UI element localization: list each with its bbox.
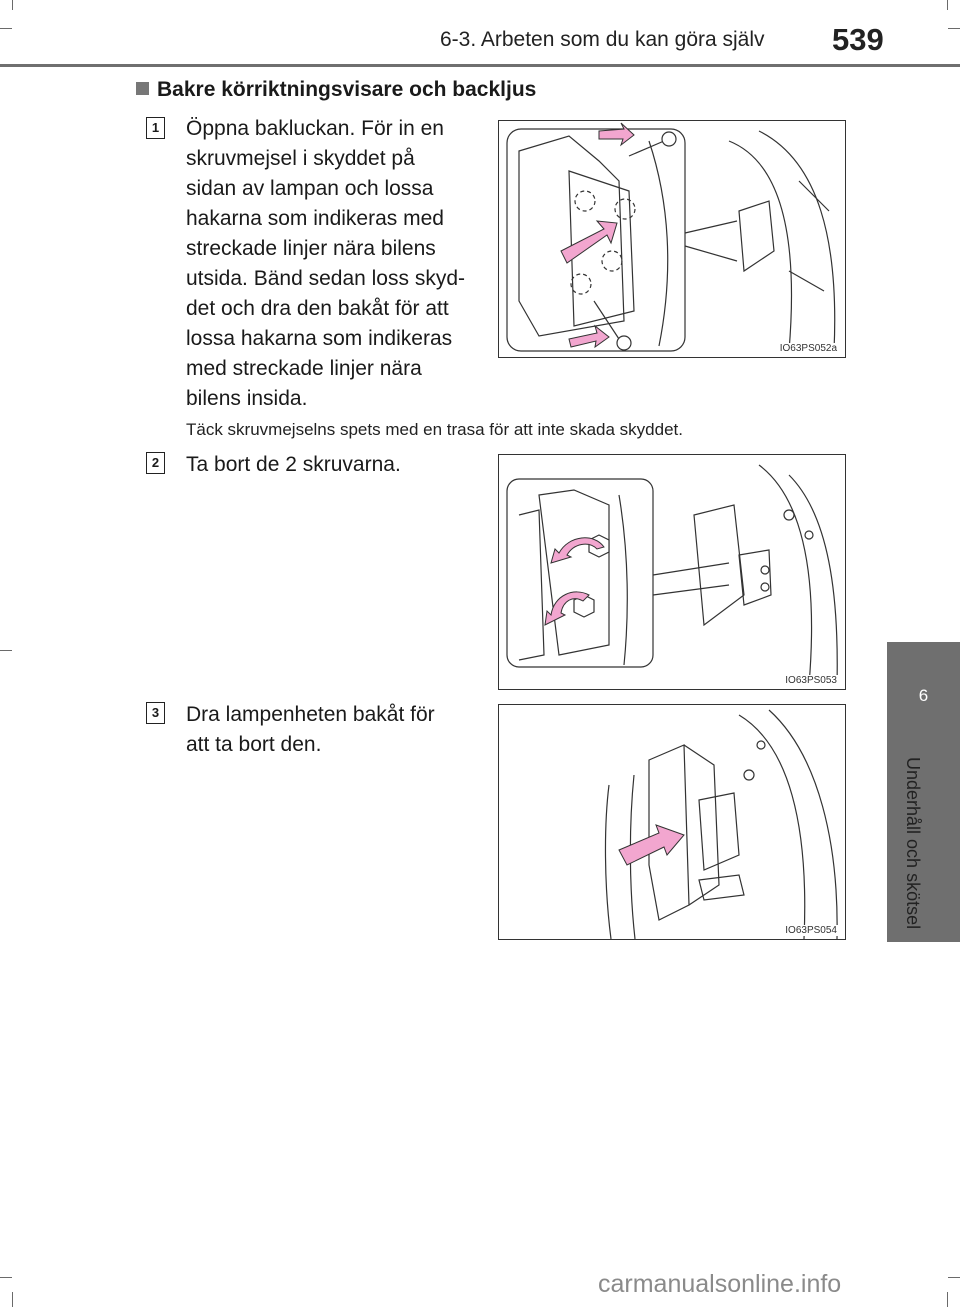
text-line: sidan av lampan och lossa [186, 177, 434, 200]
text-line: med streckade linjer nära [186, 357, 422, 380]
figure-3-illustration [499, 705, 845, 939]
figure-code: IO63PS053 [785, 675, 837, 686]
step-1-text [186, 114, 476, 414]
text-line: Öppna bakluckan. För in en [186, 117, 444, 140]
crop-mark [947, 0, 948, 10]
text-line: bilens insida. [186, 387, 308, 410]
text-line: hakarna som indikeras med [186, 207, 444, 230]
figure-code: IO63PS054 [785, 925, 837, 936]
figure-1 [498, 120, 846, 358]
text-line: skruvmejsel i skyddet på [186, 147, 415, 170]
figure-code: IO63PS052a [779, 343, 837, 354]
section-title: 6-3. Arbeten som du kan göra själv [440, 28, 765, 51]
crop-mark [0, 1277, 12, 1278]
step-1-note: Täck skruvmejselns spets med en trasa för att inte skada skyddet. [186, 420, 683, 439]
figure-1-illustration [499, 121, 845, 357]
header-rule [0, 64, 960, 67]
crop-mark [12, 0, 13, 10]
text-line: det och dra den bakåt för att [186, 297, 449, 320]
chapter-number: 6 [918, 686, 929, 705]
section-heading [136, 78, 536, 102]
crop-mark [12, 1292, 13, 1307]
text-line: Ta bort de 2 skruvarna. [186, 453, 401, 476]
crop-mark [948, 1277, 960, 1278]
crop-mark [0, 650, 12, 651]
section-heading-text: Bakre körriktningsvisare och backljus [157, 78, 537, 101]
text-line: utsida. Bänd sedan loss skyd- [186, 267, 465, 290]
text-line: lossa hakarna som indikeras [186, 327, 453, 350]
figure-2-illustration [499, 455, 845, 689]
chapter-label: Underhåll och skötsel [903, 757, 923, 930]
figure-2 [498, 454, 846, 690]
step-number: 1 [146, 117, 165, 139]
crop-mark [948, 28, 960, 29]
heading-square-icon [136, 82, 149, 95]
crop-mark [0, 28, 12, 29]
step-3-text [186, 700, 476, 760]
crop-mark [947, 1292, 948, 1307]
watermark: carmanualsonline.info [598, 1270, 842, 1298]
page-number: 539 [832, 22, 884, 57]
step-number: 2 [146, 452, 165, 474]
step-number: 3 [146, 702, 165, 724]
text-line: Dra lampenheten bakåt för [186, 703, 435, 726]
text-line: streckade linjer nära bilens [186, 237, 436, 260]
text-line: att ta bort den. [186, 733, 322, 756]
step-2-text [186, 450, 476, 480]
figure-3 [498, 704, 846, 940]
